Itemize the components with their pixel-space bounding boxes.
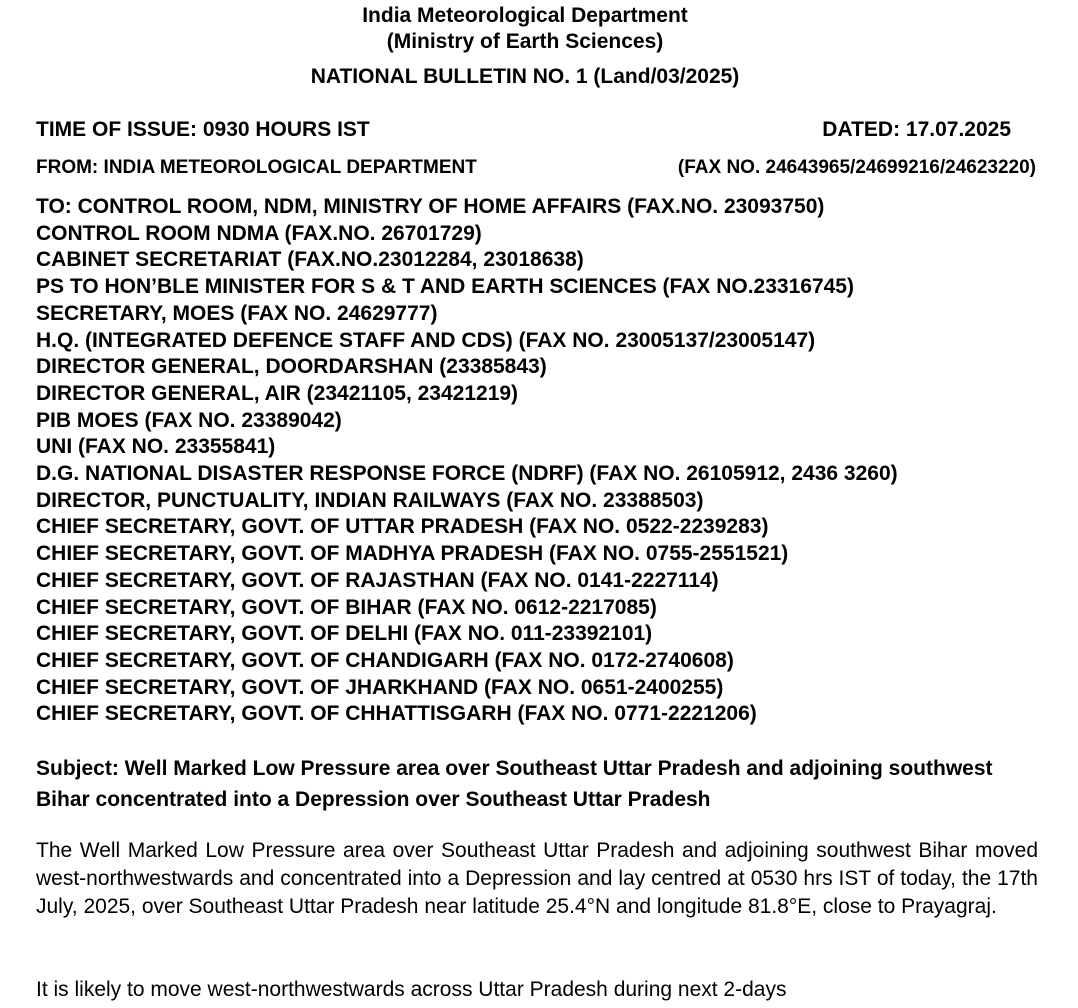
recipient-line: CHIEF SECRETARY, GOVT. OF CHHATTISGARH (FAX NO. 0771-2221206) (36, 702, 757, 726)
issue-date: DATED: 17.07.2025 (822, 118, 1011, 141)
recipient-line: D.G. NATIONAL DISASTER RESPONSE FORCE (NDRF) (FAX NO. 26105912, 2436 3260) (36, 462, 898, 486)
recipient-line: CHIEF SECRETARY, GOVT. OF BIHAR (FAX NO. 0612-2217085) (36, 595, 657, 619)
organization-title: India Meteorological Department (362, 4, 688, 27)
recipient-line: SECRETARY, MOES (FAX NO. 24629777) (36, 301, 438, 325)
recipient-line: CHIEF SECRETARY, GOVT. OF UTTAR PRADESH (FAX NO. 0522-2239283) (36, 515, 769, 539)
recipient-line: DIRECTOR GENERAL, DOORDARSHAN (23385843) (36, 355, 547, 379)
time-of-issue: TIME OF ISSUE: 0930 HOURS IST (36, 118, 370, 141)
recipient-line: CHIEF SECRETARY, GOVT. OF JHARKHAND (FAX NO. 0651-2400255) (36, 675, 724, 699)
body-paragraph-2: It is likely to move west-northwestwards across Uttar Pradesh during next 2-days (36, 978, 787, 1001)
recipient-line: PS TO HON’BLE MINISTER FOR S & T AND EARTH SCIENCES (FAX NO.23316745) (36, 275, 854, 299)
recipient-line: UNI (FAX NO. 23355841) (36, 435, 276, 459)
subject-heading: Subject: Well Marked Low Pressure area over Southeast Uttar Pradesh and adjoining southwest Bihar concentrated into a Depression over Southeast Uttar Pradesh (36, 757, 993, 811)
recipient-line: TO: CONTROL ROOM, NDM, MINISTRY OF HOME AFFAIRS (FAX.NO. 23093750) (36, 195, 825, 218)
recipient-line: CHIEF SECRETARY, GOVT. OF DELHI (FAX NO. 011-23392101) (36, 622, 653, 646)
ministry-subtitle: (Ministry of Earth Sciences) (386, 30, 664, 53)
recipient-line: CONTROL ROOM NDMA (FAX.NO. 26701729) (36, 221, 482, 245)
recipient-line: H.Q. (INTEGRATED DEFENCE STAFF AND CDS) (FAX NO. 23005137/23005147) (36, 328, 816, 352)
recipient-list (36, 194, 898, 728)
bulletin-title: NATIONAL BULLETIN NO. 1 (Land/03/2025) (310, 65, 740, 88)
recipient-line: CHIEF SECRETARY, GOVT. OF CHANDIGARH (FAX NO. 0172-2740608) (36, 648, 734, 672)
from-fax-numbers: (FAX NO. 24643965/24699216/24623220) (677, 157, 1036, 178)
recipient-line: PIB MOES (FAX NO. 23389042) (36, 408, 342, 432)
recipient-line: CHIEF SECRETARY, GOVT. OF RAJASTHAN (FAX NO. 0141-2227114) (36, 568, 719, 592)
recipient-line: DIRECTOR, PUNCTUALITY, INDIAN RAILWAYS (FAX NO. 23388503) (36, 488, 704, 512)
recipient-line: CHIEF SECRETARY, GOVT. OF MADHYA PRADESH (FAX NO. 0755-2551521) (36, 542, 789, 566)
recipient-line: CABINET SECRETARIAT (FAX.NO.23012284, 23018638) (36, 248, 584, 272)
body-paragraph-1: The Well Marked Low Pressure area over Southeast Uttar Pradesh and adjoining southwest Bihar moved west-northwestwards and concentrated into a Depression and lay centred at 0530 hrs IST of today, the 17th July, 2025, over Southeast Uttar Pradesh near latitude 25.4°N and longitude 81.8°E, close to Prayagraj. (36, 839, 1038, 918)
recipient-line: DIRECTOR GENERAL, AIR (23421105, 23421219) (36, 381, 519, 405)
from-sender: FROM: INDIA METEOROLOGICAL DEPARTMENT (36, 157, 477, 178)
